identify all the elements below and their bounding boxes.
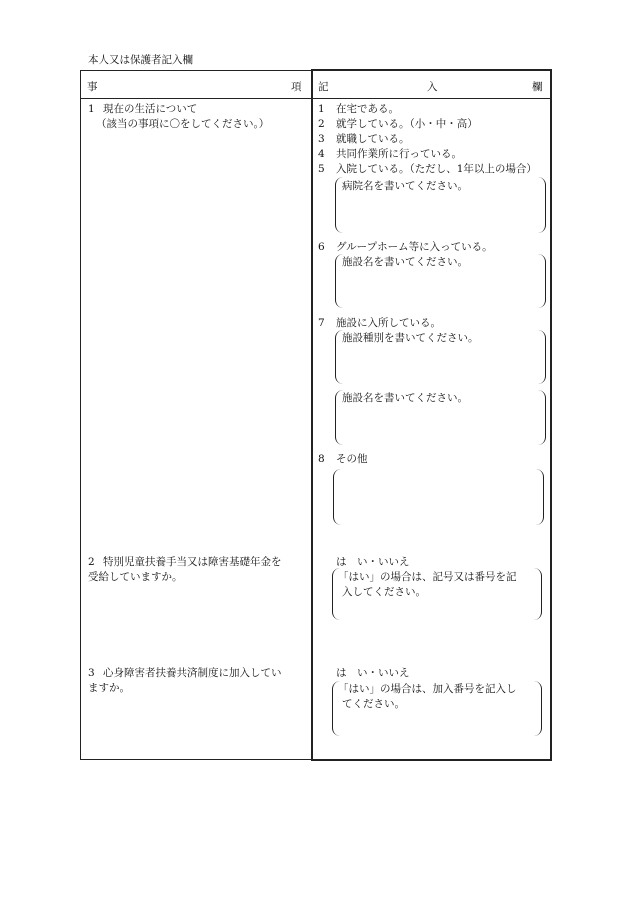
option-number: 3	[318, 133, 325, 145]
item-3-question-line-2: ますか。	[88, 682, 130, 694]
item-2-number: 2	[88, 556, 95, 568]
entry-column-top-border	[311, 69, 552, 71]
form-title: 本人又は保護者記入欄	[88, 54, 193, 66]
option-number: 6	[318, 241, 325, 253]
option-number: 7	[318, 317, 325, 329]
option-number: 4	[318, 148, 325, 160]
option-text: 施設に入所している。	[336, 317, 441, 329]
option-text: 共同作業所に行っている。	[336, 148, 462, 160]
group-home-name-prompt: 施設名を書いてください。	[342, 256, 468, 268]
item-2-question-line-1: 特別児童扶養手当又は障害基礎年金を	[103, 556, 282, 568]
header-item-label-2: 項	[291, 81, 302, 93]
option-text: 入院している。（ただし、1年以上の場合）	[336, 163, 537, 175]
column-divider	[311, 70, 313, 760]
other-details-field[interactable]	[333, 469, 544, 525]
header-entry-label-2: 入	[427, 81, 438, 93]
option-text: その他	[336, 453, 368, 465]
item-3-number: 3	[88, 667, 95, 679]
hospital-name-prompt: 病院名を書いてください。	[342, 180, 468, 192]
option-text: 就職している。	[336, 133, 410, 145]
facility-name-prompt: 施設名を書いてください。	[342, 392, 468, 404]
item-2-yes-no-choice[interactable]: は い・いいえ	[336, 556, 410, 568]
item-3-question-line-1: 心身障害者扶養共済制度に加入してい	[103, 667, 282, 679]
facility-type-prompt: 施設種別を書いてください。	[342, 332, 479, 344]
option-number: 5	[318, 163, 325, 175]
option-text: 在宅である。	[336, 103, 399, 115]
item-1-question: 現在の生活について	[103, 103, 198, 115]
option-number: 1	[318, 103, 325, 115]
item-1-number: 1	[88, 103, 95, 115]
item-2-prompt-line-2: 入してください。	[342, 586, 426, 598]
option-number: 8	[318, 453, 325, 465]
item-2-question-line-2: 受給していますか。	[88, 571, 183, 583]
header-entry-label-3: 欄	[532, 81, 543, 93]
item-3-prompt-line-1: 「はい」の場合は、加入番号を記入し	[338, 683, 517, 695]
entry-column-right-border	[550, 70, 552, 760]
entry-column-bottom-border	[311, 759, 552, 761]
header-item-label-1: 事	[87, 81, 98, 93]
item-3-yes-no-choice[interactable]: は い・いいえ	[336, 667, 410, 679]
item-3-prompt-line-2: てください。	[342, 698, 405, 710]
item-2-prompt-line-1: 「はい」の場合は、記号又は番号を記	[338, 571, 517, 583]
header-divider	[80, 98, 551, 99]
item-1-instruction: （該当の事項に〇をしてください。）	[96, 118, 270, 130]
option-text: 就学している。（小・中・高）	[336, 118, 478, 130]
header-entry-label-1: 記	[318, 81, 329, 93]
option-number: 2	[318, 118, 325, 130]
option-text: グループホーム等に入っている。	[336, 241, 493, 253]
